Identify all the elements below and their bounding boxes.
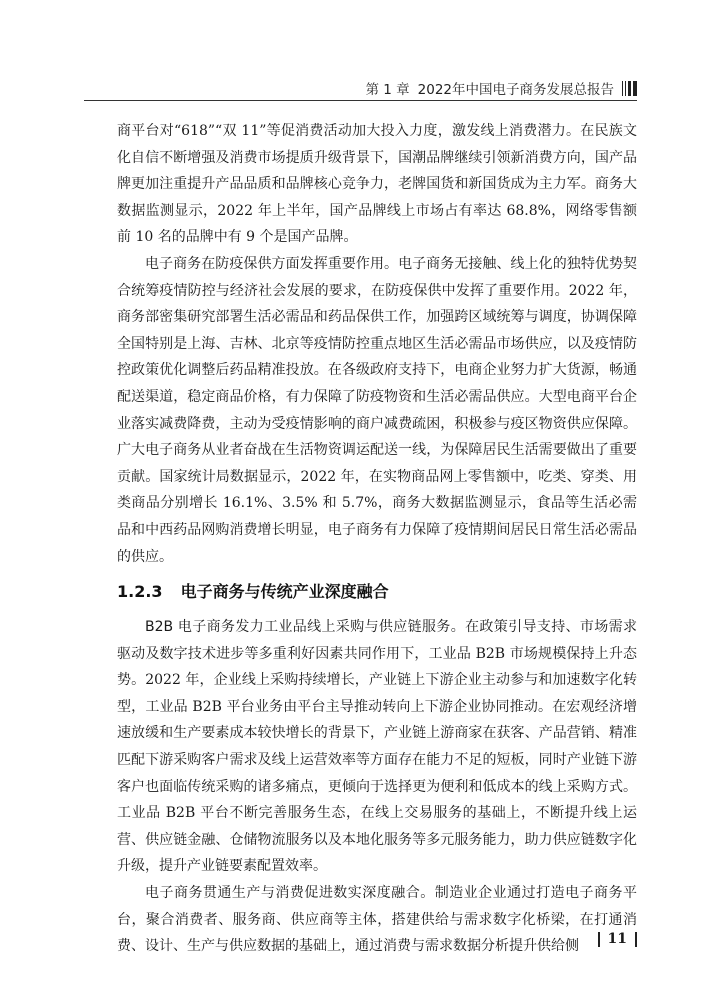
paragraph-lead: 电子商务在防疫保供方面发挥重要作用。	[145, 255, 399, 272]
paragraph-text: 制造业企业通过打造电子商务平台，聚合消费者、服务商、供应商等主体，搭建供给与需求数字化桥梁，在打通消费、设计、生产与供应数据的基础上，通过消费与需求数据分析提升供给侧	[117, 885, 638, 955]
header-rule	[84, 100, 637, 101]
paragraph-2	[117, 251, 637, 570]
page-body	[117, 118, 637, 960]
section-title: 电子商务与传统产业深度融合	[180, 582, 389, 602]
header-bars-ornament	[622, 81, 637, 96]
paragraph-3	[117, 614, 637, 880]
paragraph-text: 电子商务无接触、线上化的独特优势契合统筹疫情防控与经济社会发展的要求，在防疫保供中发挥了重要作用。2022 年，商务部密集研究部署生活必需品和药品保供工作，加强跨区域统筹与调度，协调保障全国特别是上海、吉林、北京等疫情防控重点地区生活必需品市场供应，以及疫情防控政策优化调整后药品精准投放。在各级政府支持下，电商企业努力扩大货源，畅通配送渠道，稳定商品价格，有力保障了防疫物资和生活必需品供应。大型电商平台企业落实减费降费，主动为受疫情影响的商户减费疏困，积极参与疫区物资供应保障。广大电子商务从业者奋战在生活物资调运配送一线，为保障居民生活需要做出了重要贡献。国家统计局数据显示，2022 年，在实物商品网上零售额中，吃类、穿类、用类商品分别增长 16.1%、3.5% 和 5.7%，商务大数据监测显示，食品等生活必需品和中西药品网购消费增长明显，电子商务有力保障了疫情期间居民日常生活必需品的供应。	[117, 255, 638, 565]
paragraph-text: 在政策引导支持、市场需求驱动及数字技术进步等多重利好因素共同作用下，工业品 B2B 市场规模保持上升态势。2022 年，企业线上采购持续增长，产业链上下游企业主动参与和加速数字化转型，工业品 B2B 平台业务由平台主导推动转向上下游企业协同推动。在宏观经济增速放缓和生产要素成本较快增长的背景下，产业链上游商家在获客、产品营销、精准匹配下游采购客户需求及线上运营效率等方面存在能力不足的短板，同时产业链下游客户也面临传统采购的诸多痛点，更倾向于选择更为便利和低成本的线上采购方式。工业品 B2B 平台不断完善服务生态，在线上交易服务的基础上，不断提升线上运营、供应链金融、仓储物流服务以及本地化服务等多元服务能力，助力供应链数字化升级，提升产业链要素配置效率。	[117, 619, 637, 875]
section-number: 1.2.3	[117, 582, 163, 602]
running-header	[365, 79, 637, 97]
page-number: 11	[607, 931, 627, 947]
page-footer	[598, 931, 637, 947]
paragraph-4	[117, 880, 637, 960]
paragraph-text: 商平台对“618”“双 11”等促消费活动加大投入力度，激发线上消费潜力。在民族文化自信不断增强及消费市场提质升级背景下，国潮品牌继续引领新消费方向，国产品牌更加注重提升产品品质和品牌核心竞争力，老牌国货和新国货成为主力军。商务大数据监测显示，2022 年上半年，国产品牌线上市场占有率达 68.8%，网络零售额前 10 名的品牌中有 9 个是国产品牌。	[117, 123, 637, 246]
chapter-label: 第 1 章	[365, 82, 410, 98]
footer-bar-right	[635, 932, 637, 947]
header-title: 2022年中国电子商务发展总报告	[417, 82, 614, 98]
footer-bar-left	[598, 932, 600, 947]
paragraph-lead: 电子商务贯通生产与消费促进数实深度融合。	[145, 885, 435, 902]
paragraph-lead: B2B 电子商务发力工业品线上采购与供应链服务。	[145, 619, 466, 636]
paragraph-1	[117, 118, 637, 251]
section-heading	[117, 578, 637, 606]
